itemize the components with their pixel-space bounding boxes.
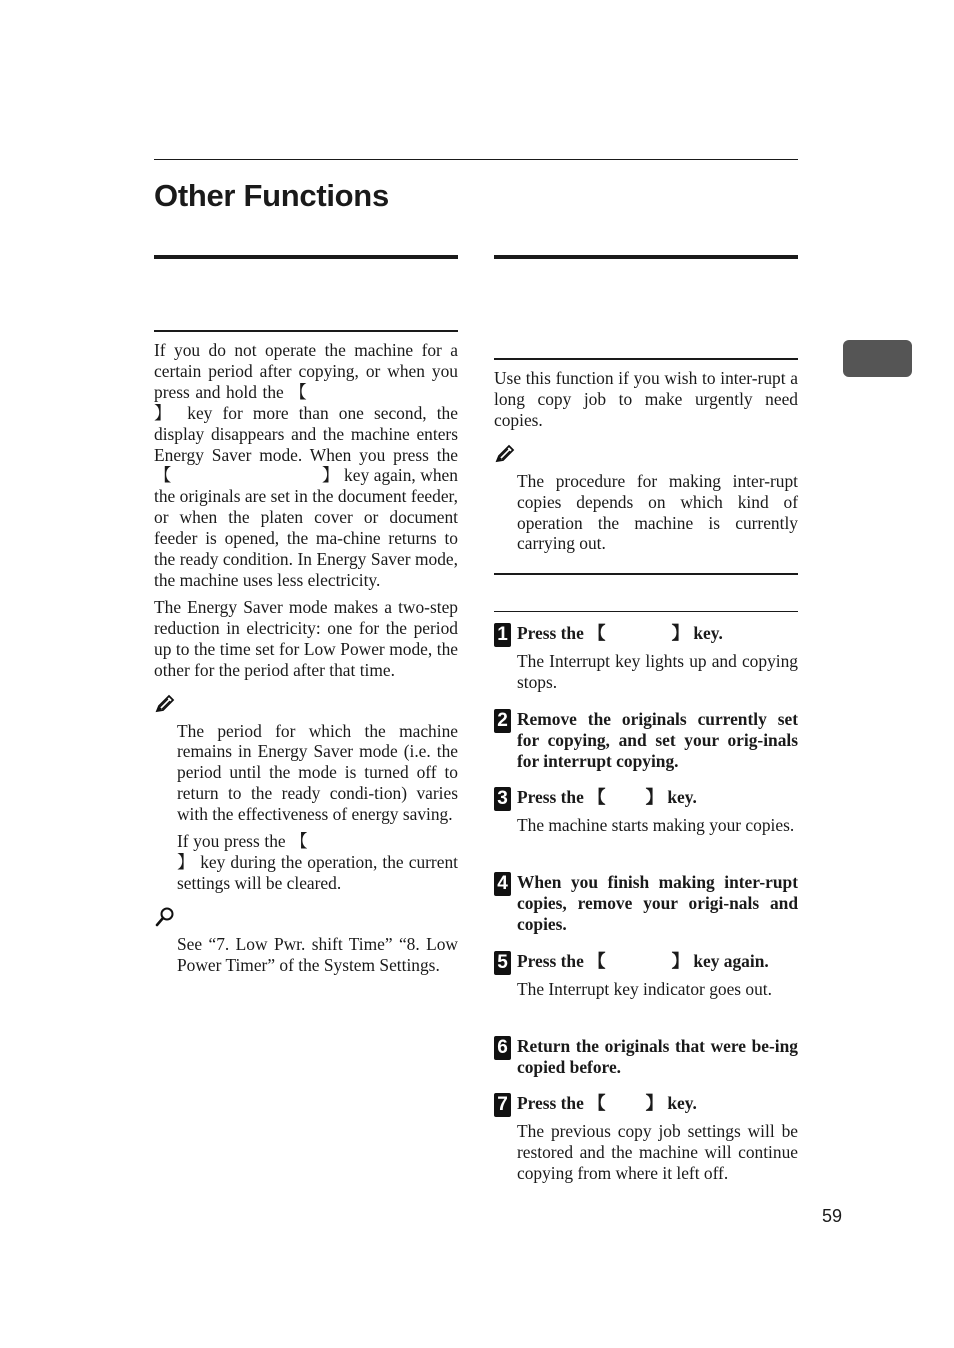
step-4 [494,872,798,935]
step-number: 6 [494,1036,511,1060]
right-subsection-rule [494,358,798,360]
step-number: 4 [494,872,511,896]
right-section-rule [494,255,798,259]
reference-text: See “7. Low Pwr. shift Time” “8. Low Power Timer” of the System Settings. [177,933,458,975]
step-3 [494,787,798,836]
step-5 [494,951,798,1000]
step-1 [494,623,798,693]
page-title: Other Functions [154,178,389,213]
step-number: 5 [494,951,511,975]
step-description: The previous copy job settings will be restored and the machine will continue copying from where it left off. [517,1120,798,1183]
step-title: Press the 【 】 key. [517,623,723,643]
step-7 [494,1093,798,1184]
two-step-paragraph: The Energy Saver mode makes a two-step reduction in electricity: one for the period up to the time set for Low Power mode, the other for the period after that time. [154,596,458,680]
left-column [154,340,458,976]
step-title: Press the 【 】 key. [517,787,697,807]
step-description: The Interrupt key indicator goes out. [517,978,772,999]
page-number: 59 [822,1206,843,1226]
step-description: The Interrupt key lights up and copying stops. [517,650,798,692]
step-title: Press the 【 】 key again. [517,951,769,971]
pencil-icon [494,443,516,465]
step-2 [494,709,798,772]
pencil-icon [154,693,176,715]
energy-saver-paragraph: If you do not operate the machine for a certain period after copying, or when you press and hold the 【】 key for more than one second, the display disappears and the machine enters Energy Saver mode. When you press the 【 】 key again, when the originals are set in the document feeder, or when the platen cover or document feeder is opened, the ma-chine returns to the ready condition. In Energy Saver mode, the machine uses less electricity. [154,340,458,590]
note-text: The procedure for making inter-rupt copies depends on which kind of operation the machine is currently carrying out. [517,470,798,554]
step-title: When you finish making inter-rupt copies, remove your origi-nals and copies. [517,872,798,934]
step-number: 3 [494,787,511,811]
left-subsection-rule [154,330,458,332]
step-title: Remove the originals currently set for copying, and set your orig-inals for interrupt copying. [517,709,798,771]
magnifier-icon [154,906,176,928]
note-block [494,443,798,555]
step-number: 2 [494,709,511,733]
interrupt-intro: Use this function if you wish to inter-rupt a long copy job to make urgently need copies. [494,368,798,430]
step-6 [494,1036,798,1078]
step-title: Return the originals that were be-ing copied before. [517,1036,798,1077]
right-section-rule-2 [494,573,798,575]
note-text: If you press the 【】 key during the operation, the current settings will be cleared. [177,831,458,893]
step-description: The machine starts making your copies. [517,814,795,835]
header-rule [154,159,798,160]
right-column-intro [494,368,798,554]
left-section-rule [154,255,458,259]
note-text: The period for which the machine remains in Energy Saver mode (i.e. the period until the mode is turned off to return to the ready condi-tion) varies with the effectiveness of energy saving. [177,720,458,825]
note-block [154,693,458,894]
step-number: 7 [494,1093,511,1117]
right-subsection-rule-2 [494,611,798,612]
step-title: Press the 【 】 key. [517,1093,697,1113]
step-number: 1 [494,623,511,647]
reference-block [154,906,458,976]
chapter-tab [843,340,912,377]
